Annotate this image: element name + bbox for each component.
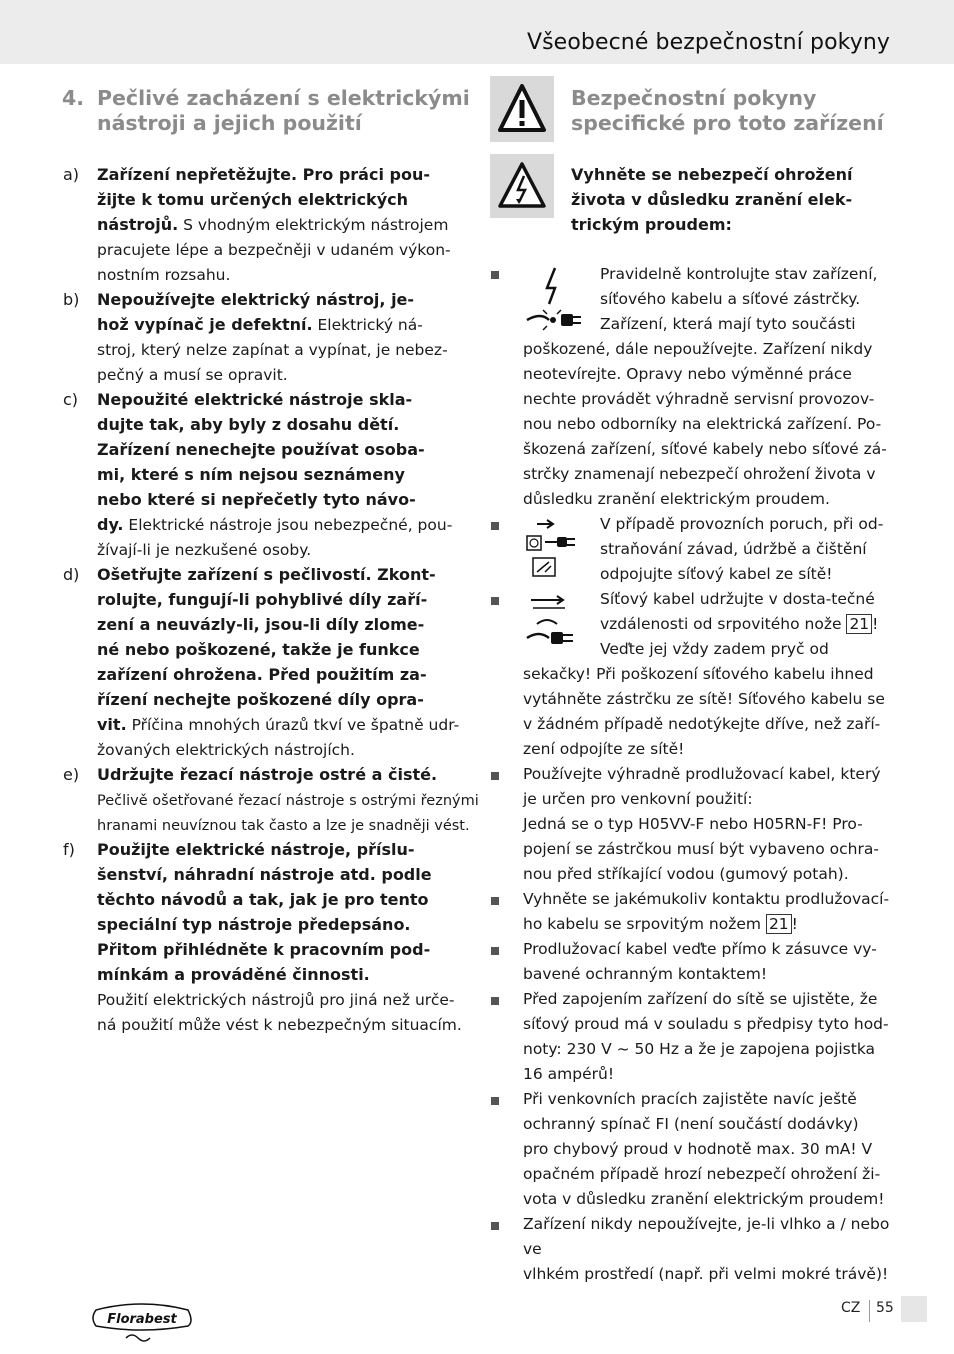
text-line	[97, 962, 469, 987]
section-title-line: nástroji a jejich použití	[97, 111, 362, 135]
bold-text: Nepoužité elektrické nástroje skla-	[97, 390, 413, 409]
left-column	[63, 162, 479, 1037]
list-item	[63, 562, 469, 762]
bold-text: speciální typ nástroje předepsáno.	[97, 915, 411, 934]
body-text: S vhodným elektrickým nástrojem	[178, 216, 449, 234]
text-line	[97, 912, 469, 937]
body-text: pracujete lépe a bezpečněji v udaném výkon-	[97, 241, 451, 259]
text-line: Síťový kabel udržujte v dosta-tečné	[600, 590, 875, 608]
damaged-cable-icon	[523, 264, 587, 332]
text-line: nou před stříkající vodou (gumový potah).	[523, 865, 849, 883]
text-line	[523, 912, 903, 937]
text-line	[97, 337, 469, 362]
body-text: nostním rozsahu.	[97, 266, 231, 284]
bold-text: žijte k tomu určených elektrických	[97, 190, 408, 209]
bold-text: zení a neuvázly-li, jsou-li díly zlome-	[97, 615, 425, 634]
body-text: ná použití může vést k nebezpečným situacím.	[97, 1016, 462, 1034]
warning-box-header	[490, 76, 554, 142]
florabest-logo-icon	[90, 1300, 194, 1344]
bullet-icon	[491, 597, 499, 605]
section-title-line: Bezpečnostní pokyny	[571, 86, 817, 110]
body-text: žovaných elektrických nástrojích.	[97, 741, 355, 759]
list-item	[63, 762, 479, 837]
text-span: !	[791, 915, 798, 933]
text-line: poškozené, dále nepoužívejte. Zařízení nikdy	[523, 340, 873, 358]
text-line	[97, 587, 469, 612]
text-line: důsledku zranění elektrickým proudem.	[523, 490, 830, 508]
cable-distance-pictogram	[523, 594, 587, 654]
rule-fi-switch	[523, 1087, 903, 1212]
bold-text: Ošetřujte zařízení s pečlivostí. Zkont-	[97, 565, 436, 584]
bold-text: nebo které si nepřečetly tyto návo-	[97, 490, 416, 509]
text-line	[600, 612, 900, 637]
text-line: V případě provozních poruch, při od-	[600, 515, 884, 533]
warning-triangle-icon	[490, 76, 554, 142]
text-line: Zařízení nikdy nepoužívejte, je-li vlhko a / nebo ve	[523, 1215, 890, 1258]
bold-text: hož vypínač je defektní.	[97, 315, 313, 334]
text-line	[97, 537, 469, 562]
text-line: sekačky! Při poškození síťového kabelu ihned	[523, 665, 874, 683]
text-line	[97, 487, 469, 512]
text-line: Před zapojením zařízení do sítě se ujistěte, že	[523, 990, 878, 1008]
text-line: opačném případě hrozí nebezpečí ohrožení ži-	[523, 1165, 881, 1183]
text-line	[97, 312, 469, 337]
list-item	[63, 162, 469, 287]
text-line	[97, 237, 469, 262]
text-line	[97, 762, 469, 787]
bold-text: dujte tak, aby byly z dosahu dětí.	[97, 415, 400, 434]
text-line: v žádném případě nedotýkejte dříve, než zaří-	[523, 715, 881, 733]
rule-inspect-device-top	[600, 262, 900, 337]
text-line	[97, 412, 469, 437]
bold-text: Nepoužívejte elektrický nástroj, je-	[97, 290, 415, 309]
text-line: škozená zařízení, síťové kabely nebo síťové zá-	[523, 440, 887, 458]
text-line: bavené ochranným kontaktem!	[523, 965, 768, 983]
list-item	[63, 287, 469, 387]
part-reference: 21	[846, 614, 872, 634]
warning-box-electric	[490, 154, 554, 218]
text-line: Prodlužovací kabel veďte přímo k zásuvce vy-	[523, 940, 877, 958]
list-item-label: b)	[63, 290, 80, 309]
text-line	[97, 937, 469, 962]
text-line: síťový proud má v souladu s předpisy tyto hod-	[523, 1015, 889, 1033]
warning-line: života v důsledku zranění elek-	[571, 190, 853, 209]
section-title-right	[571, 86, 884, 136]
text-line: zení odpojíte ze sítě!	[523, 740, 685, 758]
warning-line: Vyhněte se nebezpečí ohrožení	[571, 165, 853, 184]
text-span: vzdálenosti od srpovitého nože	[600, 615, 847, 633]
bold-text: šenství, náhradní nástroje atd. podle	[97, 865, 432, 884]
text-line: vytáhněte zástrčku ze sítě! Síťového kabelu se	[523, 690, 885, 708]
body-text: hranami neuvíznou tak často a lze je snadněji vést.	[97, 818, 470, 834]
body-text: Pečlivě ošetřované řezací nástroje s ostrými řeznými	[97, 793, 479, 809]
bold-text: rolujte, fungují-li pohyblivé díly zaří-	[97, 590, 428, 609]
text-span: !	[872, 615, 879, 633]
text-line	[97, 162, 469, 187]
damaged-cable-pictogram	[523, 264, 587, 332]
text-line: ochranný spínač FI (není součástí dodávky)	[523, 1115, 859, 1133]
text-line: Zařízení, která mají tyto součásti	[600, 315, 856, 333]
text-line: pro chybový proud v hodnotě max. 30 mA! V	[523, 1140, 873, 1158]
body-text: pečný a musí se opravit.	[97, 366, 288, 384]
warning-line: trickým proudem:	[571, 215, 732, 234]
text-line	[97, 287, 469, 312]
bold-text: Použijte elektrické nástroje, příslu-	[97, 840, 415, 859]
bold-text: mínkám a prováděné činnosti.	[97, 965, 370, 984]
text-line	[97, 662, 469, 687]
text-line: vlhkém prostředí (např. při velmi mokré trávě)!	[523, 1265, 889, 1283]
unplug-pictogram	[523, 516, 587, 584]
rule-wet-conditions	[523, 1212, 903, 1287]
section-title-line: Pečlivé zacházení s elektrickými	[97, 86, 470, 110]
body-text: žívají-li je nezkušené osoby.	[97, 541, 312, 559]
list-item-label: d)	[63, 565, 80, 584]
text-line: nechte provádět výhradně servisní provozov-	[523, 390, 875, 408]
page-tab-marker	[901, 1296, 927, 1322]
section-number: 4.	[62, 86, 85, 110]
rule-unplug	[600, 512, 900, 587]
text-line	[97, 512, 469, 537]
text-line: Jedná se o typ H05VV-F nebo H05RN-F! Pro-	[523, 815, 863, 833]
bold-text: těchto návodů a tak, jak je pro tento	[97, 890, 429, 909]
bold-text: vit.	[97, 715, 127, 734]
bullet-icon	[491, 1222, 499, 1230]
text-line: Vyhněte se jakémukoliv kontaktu prodlužovací-	[523, 890, 890, 908]
body-text: Příčina mnohých úrazů tkví ve špatně udr-	[126, 716, 460, 734]
bold-text: Udržujte řezací nástroje ostré a čisté.	[97, 765, 438, 784]
list-item-label: a)	[63, 165, 80, 184]
text-line: je určen pro venkovní použití:	[523, 790, 753, 808]
text-line: pojení se zástrčkou musí být vybaveno ochra-	[523, 840, 879, 858]
text-line	[97, 812, 469, 837]
list-item	[63, 837, 469, 1037]
warning-text	[571, 162, 891, 237]
text-line	[97, 987, 469, 1012]
text-line: Veďte jej vždy zadem pryč od	[600, 640, 829, 658]
text-line	[97, 637, 469, 662]
text-line: odpojujte síťový kabel ze sítě!	[600, 565, 833, 583]
rule-grounded-socket	[523, 937, 903, 987]
brand-name: Florabest	[107, 1312, 177, 1327]
text-line	[97, 212, 469, 237]
text-line: strčky znamenají nebezpečí ohrožení života v	[523, 465, 876, 483]
bullet-icon	[491, 271, 499, 279]
text-line	[97, 462, 469, 487]
text-line: Používejte výhradně prodlužovací kabel, který	[523, 765, 881, 783]
text-line	[97, 437, 469, 462]
rule-mains-values	[523, 987, 903, 1087]
text-line: 16 ampérů!	[523, 1065, 615, 1083]
list-item-label: f)	[63, 840, 75, 859]
bullet-icon	[491, 897, 499, 905]
list-item-label: c)	[63, 390, 79, 409]
section-title-left	[97, 86, 470, 136]
text-line	[97, 262, 469, 287]
rule-cable-distance-top	[600, 587, 900, 662]
text-line: Pravidelně kontrolujte stav zařízení,	[600, 265, 878, 283]
bold-text: Zařízení nepřetěžujte. Pro práci pou-	[97, 165, 430, 184]
list-item-label: e)	[63, 765, 80, 784]
rule-extension-cable	[523, 762, 903, 887]
text-line	[97, 887, 469, 912]
text-line	[97, 387, 469, 412]
bullet-icon	[491, 1097, 499, 1105]
text-line	[97, 687, 469, 712]
footer-divider	[869, 1300, 870, 1322]
text-line: síťového kabelu a síťové zástrčky.	[600, 290, 861, 308]
bullet-icon	[491, 997, 499, 1005]
brand-logo	[90, 1300, 194, 1348]
bold-text: dy.	[97, 515, 124, 534]
text-line	[97, 837, 469, 862]
text-line: vota v důsledku zranění elektrickým proudem!	[523, 1190, 885, 1208]
bold-text: zařízení ohrožena. Před použitím za-	[97, 665, 427, 684]
text-line	[97, 862, 469, 887]
body-text: Elektrické nástroje jsou nebezpečné, pou-	[123, 516, 453, 534]
text-line	[97, 787, 479, 812]
body-text: Použití elektrických nástrojů pro jiná než urče-	[97, 991, 455, 1009]
text-line	[97, 712, 469, 737]
section-title-line: specifické pro toto zařízení	[571, 111, 884, 135]
language-code: CZ	[841, 1300, 861, 1316]
text-span: ho kabelu se srpovitým nožem	[523, 915, 766, 933]
page-number: 55	[876, 1300, 894, 1316]
bold-text: Přitom přihlédněte k pracovním pod-	[97, 940, 431, 959]
page-header-title: Všeobecné bezpečnostní pokyny	[526, 30, 890, 55]
bullet-icon	[491, 522, 499, 530]
rule-cable-distance-rest	[523, 662, 903, 762]
bullet-icon	[491, 947, 499, 955]
bold-text: mi, které s ním nejsou seznámeny	[97, 465, 405, 484]
text-line: noty: 230 V ~ 50 Hz a že je zapojena pojistka	[523, 1040, 876, 1058]
text-line: straňování závad, údržbě a čištění	[600, 540, 867, 558]
rule-avoid-contact	[523, 887, 903, 937]
cable-distance-icon	[523, 594, 587, 654]
body-text: Elektrický ná-	[312, 316, 423, 334]
text-line: nou nebo odborníky na elektrická zařízení. Po-	[523, 415, 882, 433]
text-line	[97, 562, 469, 587]
unplug-icon	[523, 516, 587, 584]
bullet-icon	[491, 772, 499, 780]
rule-inspect-device-rest	[523, 337, 903, 512]
bold-text: Zařízení nenechejte používat osoba-	[97, 440, 425, 459]
text-line	[97, 1012, 469, 1037]
text-line	[97, 737, 469, 762]
part-reference: 21	[766, 914, 792, 934]
bold-text: né nebo poškozené, takže je funkce	[97, 640, 420, 659]
bold-text: řízení nechejte poškozené díly opra-	[97, 690, 424, 709]
text-line	[97, 362, 469, 387]
text-line	[97, 612, 469, 637]
text-line: Při venkovních pracích zajistěte navíc ještě	[523, 1090, 857, 1108]
bold-text: nástrojů.	[97, 215, 179, 234]
text-line	[97, 187, 469, 212]
body-text: stroj, který nelze zapínat a vypínat, je nebez-	[97, 341, 448, 359]
electric-hazard-icon	[490, 154, 554, 218]
text-line: neotevírejte. Opravy nebo výměnné práce	[523, 365, 852, 383]
list-item	[63, 387, 469, 562]
